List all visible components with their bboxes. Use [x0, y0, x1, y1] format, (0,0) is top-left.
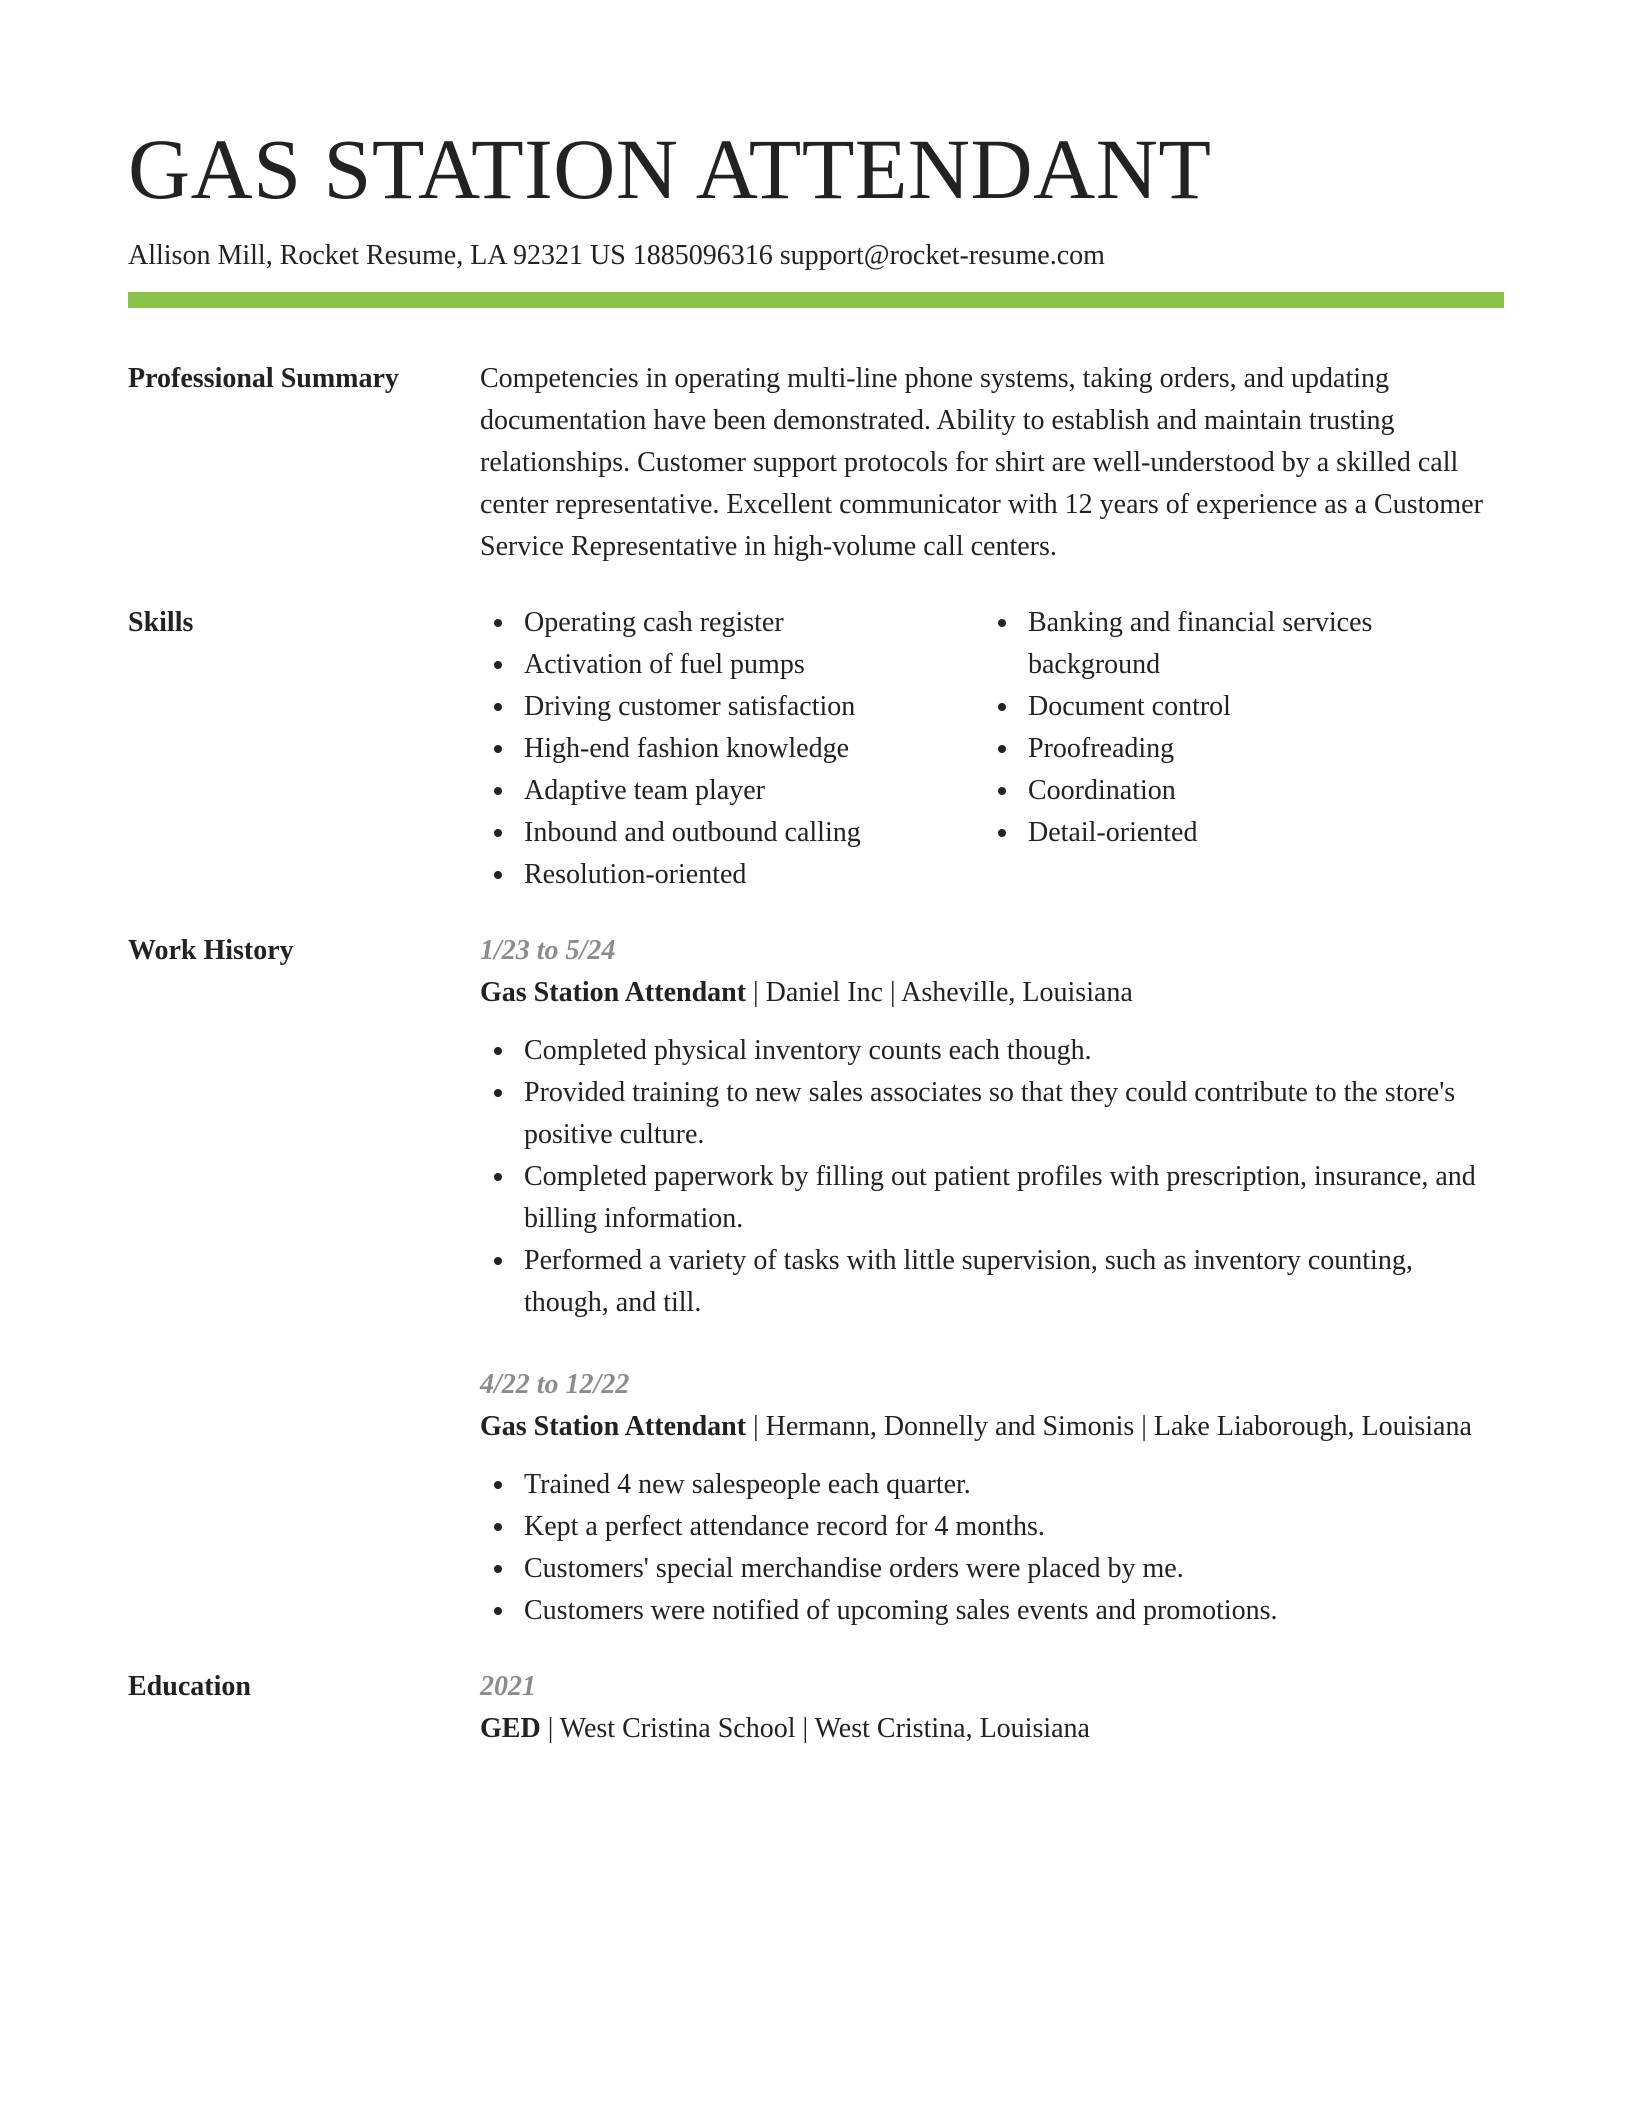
job-duty-item: Completed paperwork by filling out patient profiles with prescription, insurance, and billing information. [480, 1156, 1504, 1240]
job-duty-item: Customers' special merchandise orders were placed by me. [480, 1548, 1504, 1590]
work-history-section [128, 930, 1504, 1632]
skills-label: Skills [128, 607, 194, 638]
bullet-icon [494, 661, 502, 669]
skill-item: Operating cash register [480, 602, 984, 644]
skill-item: Banking and financial services background [984, 602, 1504, 686]
bullet-icon [494, 1565, 502, 1573]
skill-item: Adaptive team player [480, 770, 984, 812]
job-title: Gas Station Attendant [480, 977, 747, 1008]
job-duties-list [480, 1464, 1504, 1632]
job-duties-list [480, 1030, 1504, 1324]
job-duty-item: Trained 4 new salespeople each quarter. [480, 1464, 1504, 1506]
education-date: 2021 [480, 1671, 536, 1702]
bullet-icon [494, 1523, 502, 1531]
bullet-icon [494, 1089, 502, 1097]
job-date: 1/23 to 5/24 [480, 935, 616, 966]
accent-divider [128, 292, 1504, 308]
skill-item: Coordination [984, 770, 1504, 812]
job-heading [480, 972, 1504, 1014]
skill-item: Detail-oriented [984, 812, 1504, 854]
skill-item: Inbound and outbound calling [480, 812, 984, 854]
bullet-icon [494, 619, 502, 627]
bullet-icon [998, 745, 1006, 753]
bullet-icon [998, 829, 1006, 837]
bullet-icon [494, 1481, 502, 1489]
job-duty-item: Provided training to new sales associates so that they could contribute to the store's positive culture. [480, 1072, 1504, 1156]
skill-item: Driving customer satisfaction [480, 686, 984, 728]
bullet-icon [494, 787, 502, 795]
bullet-icon [494, 1047, 502, 1055]
bullet-icon [494, 1607, 502, 1615]
summary-section [128, 358, 1504, 568]
skills-section [128, 602, 1504, 896]
job-entry [480, 930, 1504, 1324]
bullet-icon [998, 703, 1006, 711]
job-entry [480, 1364, 1504, 1632]
bullet-icon [494, 871, 502, 879]
bullet-icon [494, 829, 502, 837]
education-label: Education [128, 1671, 251, 1702]
skills-list-right [984, 602, 1504, 896]
summary-label: Professional Summary [128, 363, 399, 394]
bullet-icon [998, 619, 1006, 627]
skill-item: Activation of fuel pumps [480, 644, 984, 686]
skills-list-left [480, 602, 984, 896]
education-heading [480, 1708, 1504, 1750]
job-duty-item: Customers were notified of upcoming sales events and promotions. [480, 1590, 1504, 1632]
job-duty-item: Performed a variety of tasks with little supervision, such as inventory counting, though, and till. [480, 1240, 1504, 1324]
resume-title: GAS STATION ATTENDANT [128, 121, 1212, 217]
bullet-icon [494, 1257, 502, 1265]
education-details: | West Cristina School | West Cristina, Louisiana [540, 1713, 1090, 1744]
job-title: Gas Station Attendant [480, 1411, 747, 1442]
bullet-icon [494, 1173, 502, 1181]
job-details: | Daniel Inc | Asheville, Louisiana [746, 977, 1133, 1008]
job-date: 4/22 to 12/22 [480, 1369, 630, 1400]
job-details: | Hermann, Donnelly and Simonis | Lake Liaborough, Louisiana [746, 1411, 1472, 1442]
contact-line: Allison Mill, Rocket Resume, LA 92321 US 1885096316 support@rocket-resume.com [128, 240, 1105, 271]
education-degree: GED [480, 1713, 541, 1744]
skill-item: Resolution-oriented [480, 854, 984, 896]
job-duty-item: Kept a perfect attendance record for 4 months. [480, 1506, 1504, 1548]
job-heading [480, 1406, 1504, 1448]
skill-item: Proofreading [984, 728, 1504, 770]
work-history-label: Work History [128, 935, 294, 966]
job-duty-item: Completed physical inventory counts each though. [480, 1030, 1504, 1072]
education-section [128, 1666, 1504, 1750]
bullet-icon [998, 787, 1006, 795]
summary-text: Competencies in operating multi-line phone systems, taking orders, and updating documentation have been demonstrated. Ability to establish and maintain trusting relationships. Customer support protocols for shirt are well-understood by a skilled call center representative. Excellent communicator with 12 years of experience as a Customer Service Representative in high-volume call centers. [480, 363, 1483, 562]
bullet-icon [494, 703, 502, 711]
skill-item: High-end fashion knowledge [480, 728, 984, 770]
skill-item: Document control [984, 686, 1504, 728]
bullet-icon [494, 745, 502, 753]
